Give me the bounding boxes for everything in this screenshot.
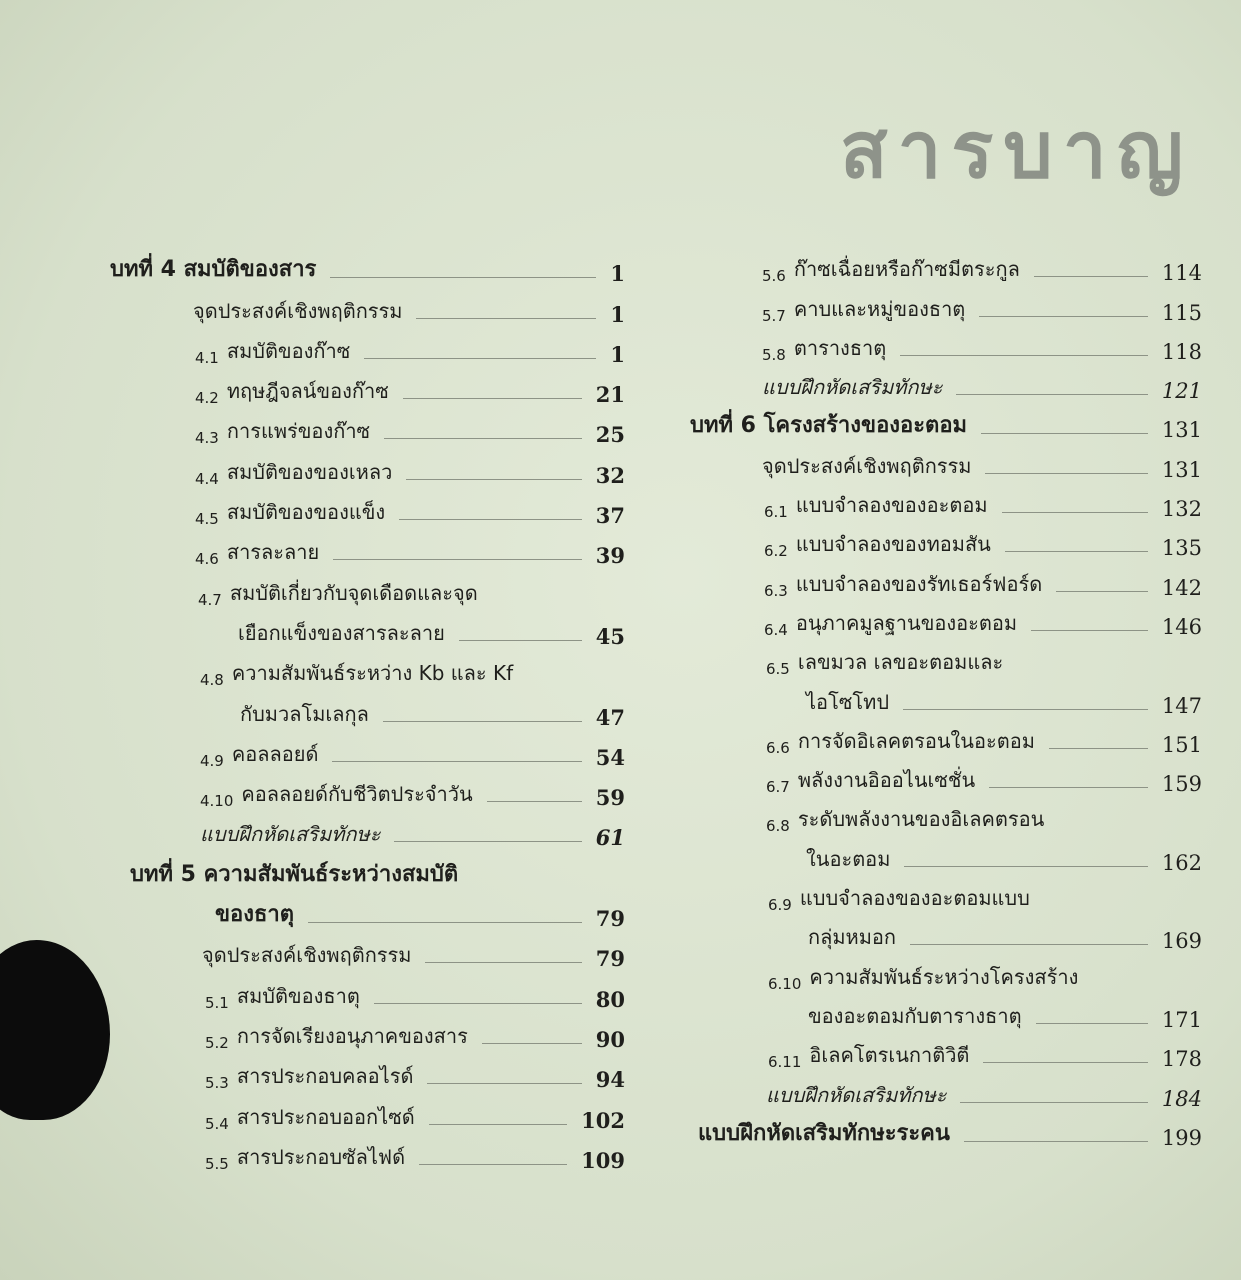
leader-line [1005, 551, 1148, 552]
toc-entry-line [690, 403, 1202, 442]
page-number: 1 [610, 261, 625, 287]
entry-title: เยือกแข็งของสารละลาย [238, 620, 445, 645]
entry-title: อนุภาคมูลฐานของอะตอม [795, 610, 1018, 635]
page-number: 131 [1161, 418, 1202, 443]
toc-entry-line [690, 678, 1202, 717]
toc-entry-line [690, 1032, 1202, 1071]
section-number: 4.2 [195, 389, 219, 408]
toc-entry-line [110, 770, 625, 810]
page-number: 131 [1161, 457, 1202, 482]
leader-line [1034, 276, 1148, 277]
entry-title: การจัดเรียงอนุภาคของสาร [236, 1023, 468, 1048]
page-number: 135 [1161, 536, 1202, 561]
page-number: 80 [595, 986, 625, 1012]
entry-title: ของอะตอมกับตารางธาตุ [808, 1003, 1022, 1028]
entry-title: ความสัมพันธ์ระหว่างโครงสร้าง [809, 964, 1079, 989]
page-number: 1 [610, 341, 625, 367]
page-number: 79 [595, 946, 625, 972]
leader-line [910, 944, 1148, 945]
page-number: 1 [610, 301, 625, 327]
toc-entry-line [690, 285, 1202, 324]
toc-right-column [690, 246, 1202, 1150]
toc-left-column [110, 246, 625, 1173]
toc-entry-line [690, 639, 1202, 678]
section-number: 6.5 [766, 660, 790, 679]
leader-line [487, 801, 582, 802]
entry-title: จุดประสงค์เชิงพฤติกรรม [193, 298, 403, 323]
page-number: 147 [1161, 693, 1202, 718]
entry-title: แบบจำลองของอะตอมแบบ [799, 886, 1030, 911]
toc-entry-line [110, 810, 625, 850]
toc-entry-line [110, 367, 625, 407]
toc-entry-line [690, 993, 1202, 1032]
entry-title: คอลลอยด์กับชีวิตประจำวัน [241, 782, 473, 807]
toc-entry-line [110, 891, 625, 931]
toc-entry-line [690, 325, 1202, 364]
section-number: 5.6 [762, 267, 786, 286]
leader-line [429, 1124, 567, 1125]
toc-entry-line [110, 286, 625, 326]
leader-line [983, 1062, 1147, 1063]
leader-line [364, 358, 596, 359]
section-number: 4.8 [200, 671, 224, 690]
section-number: 4.10 [200, 792, 234, 811]
entry-title: ไอโซโทป [806, 689, 890, 714]
leader-line [419, 1164, 567, 1165]
toc-entry-line [690, 914, 1202, 953]
entry-title: จุดประสงค์เชิงพฤติกรรม [762, 453, 972, 478]
page-number: 25 [595, 422, 625, 448]
entry-title: สารละลาย [226, 540, 320, 565]
entry-title: กับมวลโมเลกุล [240, 701, 369, 726]
toc-entry-line [110, 1092, 625, 1132]
entry-title: อิเลคโตรเนกาติวิตี [809, 1043, 970, 1068]
toc-entry-line [110, 327, 625, 367]
leader-line [960, 1102, 1147, 1103]
leader-line [333, 559, 582, 560]
entry-title: ของธาตุ [215, 902, 295, 928]
toc-entry-line [110, 850, 625, 890]
leader-line [904, 866, 1148, 867]
entry-title: พลังงานอิออไนเซชั่น [797, 768, 976, 793]
section-number: 4.9 [200, 751, 224, 770]
toc-entry-line [690, 835, 1202, 874]
toc-entry-line [110, 730, 625, 770]
section-number: 5.1 [205, 993, 229, 1012]
leader-line [1002, 512, 1148, 513]
entry-title: บทที่ 5 ความสัมพันธ์ระหว่างสมบัติ [130, 861, 459, 887]
entry-title: ก๊าซเฉื่อยหรือก๊าซมีตระกูล [793, 257, 1020, 282]
entry-title: จุดประสงค์เชิงพฤติกรรม [202, 943, 412, 968]
section-number: 5.7 [762, 306, 786, 325]
leader-line [406, 479, 581, 480]
toc-entry-line [110, 609, 625, 649]
toc-entry-line [110, 246, 625, 286]
entry-title: สมบัติของก๊าซ [226, 338, 351, 363]
entry-title: ระดับพลังงานของอิเลคตรอน [797, 807, 1045, 832]
page-number: 146 [1161, 614, 1202, 639]
section-number: 5.5 [205, 1154, 229, 1173]
leader-line [981, 433, 1148, 434]
section-number: 4.4 [195, 469, 219, 488]
page-number: 162 [1161, 850, 1202, 875]
leader-line [383, 721, 582, 722]
leader-line [1056, 591, 1148, 592]
entry-title: ทฤษฎีจลน์ของก๊าซ [226, 379, 389, 404]
leader-line [1049, 748, 1148, 749]
section-number: 5.2 [205, 1033, 229, 1052]
page-number: 121 [1161, 379, 1202, 404]
page-number: 114 [1161, 261, 1202, 286]
page-number: 90 [595, 1026, 625, 1052]
section-number: 6.6 [766, 738, 790, 757]
section-number: 5.3 [205, 1074, 229, 1093]
entry-title: กลุ่มหมอก [808, 925, 897, 950]
entry-title: สารประกอบคลอไรด์ [236, 1064, 414, 1089]
leader-line [399, 519, 582, 520]
leader-line [459, 640, 582, 641]
toc-entry-line [110, 689, 625, 729]
leader-line [394, 841, 581, 842]
page-title: สารบาญ [840, 106, 1194, 196]
toc-entry-line [690, 875, 1202, 914]
toc-entry-line [110, 931, 625, 971]
page-number: 142 [1161, 575, 1202, 600]
section-number: 4.7 [198, 590, 222, 609]
leader-line [979, 316, 1148, 317]
entry-title: คาบและหมู่ของธาตุ [793, 296, 966, 321]
page-number: 102 [581, 1107, 625, 1133]
page-number: 47 [595, 704, 625, 730]
toc-entry-line [690, 796, 1202, 835]
toc-entry-line [690, 1071, 1202, 1110]
section-number: 4.5 [195, 510, 219, 529]
entry-title: สมบัติเกี่ยวกับจุดเดือดและจุด [229, 580, 478, 605]
entry-title: สารประกอบออกไซด์ [236, 1104, 415, 1129]
leader-line [956, 394, 1147, 395]
toc-entry-line [690, 718, 1202, 757]
page-number: 59 [595, 785, 625, 811]
entry-title: ตารางธาตุ [793, 335, 887, 360]
toc-entry-line [110, 568, 625, 608]
section-number: 4.6 [195, 550, 219, 569]
toc-entry-line [690, 442, 1202, 481]
leader-line [332, 761, 581, 762]
leader-line [985, 473, 1147, 474]
section-number: 6.10 [768, 974, 802, 993]
entry-title: แบบฝึกหัดเสริมทักษะ [762, 375, 943, 400]
leader-line [989, 787, 1148, 788]
toc-entry-line [690, 482, 1202, 521]
page-number: 199 [1161, 1125, 1202, 1150]
toc-entry-line [690, 246, 1202, 285]
leader-line [330, 277, 596, 278]
entry-title: แบบฝึกหัดเสริมทักษะ [200, 822, 381, 847]
entry-title: แบบฝึกหัดเสริมทักษะระคน [698, 1120, 950, 1146]
leader-line [427, 1083, 581, 1084]
section-number: 6.4 [764, 620, 788, 639]
leader-line [308, 922, 582, 923]
toc-entry-line [110, 971, 625, 1011]
entry-title: การแพร่ของก๊าซ [226, 419, 371, 444]
entry-title: แบบจำลองของอะตอม [795, 493, 988, 518]
leader-line [384, 438, 582, 439]
entry-title: แบบฝึกหัดเสริมทักษะ [766, 1082, 947, 1107]
page-number: 159 [1161, 772, 1202, 797]
leader-line [403, 398, 582, 399]
page-number: 39 [595, 543, 625, 569]
toc-entry-line [110, 1012, 625, 1052]
section-number: 6.2 [764, 542, 788, 561]
section-number: 6.7 [766, 778, 790, 797]
page-number: 169 [1161, 929, 1202, 954]
toc-entry-line [110, 528, 625, 568]
page-number: 94 [595, 1067, 625, 1093]
page-number: 54 [595, 744, 625, 770]
leader-line [1036, 1023, 1148, 1024]
page-number: 32 [595, 462, 625, 488]
page-number: 184 [1161, 1086, 1202, 1111]
section-number: 6.11 [768, 1053, 802, 1072]
page-number: 37 [595, 503, 625, 529]
entry-title: เลขมวล เลขอะตอมและ [797, 650, 1004, 675]
page-number: 118 [1161, 339, 1202, 364]
toc-entry-line [690, 757, 1202, 796]
toc-entry-line [110, 1133, 625, 1173]
entry-title: แบบจำลองของรัทเธอร์ฟอร์ด [795, 571, 1043, 596]
leader-line [1031, 630, 1148, 631]
toc-entry-line [690, 1111, 1202, 1150]
toc-entry-line [690, 953, 1202, 992]
leader-line [416, 318, 596, 319]
leader-line [374, 1003, 582, 1004]
entry-title: คอลลอยด์ [231, 741, 319, 766]
page-number: 45 [595, 623, 625, 649]
page-number: 151 [1161, 732, 1202, 757]
toc-entry-line [110, 447, 625, 487]
page-number: 178 [1161, 1047, 1202, 1072]
entry-title: บทที่ 4 สมบัติของสาร [110, 257, 317, 283]
leader-line [900, 355, 1148, 356]
section-number: 4.1 [195, 348, 219, 367]
entry-title: สารประกอบซัลไฟด์ [236, 1144, 406, 1169]
toc-entry-line [690, 600, 1202, 639]
toc-entry-line [690, 560, 1202, 599]
page-number: 79 [595, 906, 625, 932]
entry-title: สมบัติของของเหลว [226, 459, 393, 484]
page-number: 109 [581, 1147, 625, 1173]
thumb-shadow [0, 940, 110, 1120]
section-number: 4.3 [195, 429, 219, 448]
entry-title: ในอะตอม [806, 846, 891, 871]
page-number: 171 [1161, 1007, 1202, 1032]
page-number: 115 [1161, 300, 1202, 325]
page-number: 61 [595, 825, 625, 851]
toc-entry-line [110, 1052, 625, 1092]
leader-line [964, 1141, 1148, 1142]
toc-entry-line [690, 521, 1202, 560]
toc-entry-line [110, 488, 625, 528]
entry-title: การจัดอิเลคตรอนในอะตอม [797, 728, 1035, 753]
toc-entry-line [110, 407, 625, 447]
section-number: 5.8 [762, 345, 786, 364]
section-number: 5.4 [205, 1114, 229, 1133]
section-number: 6.9 [768, 896, 792, 915]
page-number: 132 [1161, 497, 1202, 522]
toc-entry-line [110, 649, 625, 689]
entry-title: แบบจำลองของทอมสัน [795, 532, 991, 557]
leader-line [482, 1043, 582, 1044]
leader-line [425, 962, 581, 963]
leader-line [903, 709, 1148, 710]
section-number: 6.1 [764, 503, 788, 522]
entry-title: สมบัติของธาตุ [236, 983, 360, 1008]
toc-entry-line [690, 364, 1202, 403]
entry-title: บทที่ 6 โครงสร้างของอะตอม [690, 413, 968, 439]
page-number: 21 [595, 382, 625, 408]
entry-title: ความสัมพันธ์ระหว่าง Kb และ Kf [231, 661, 514, 686]
entry-title: สมบัติของของแข็ง [226, 500, 386, 525]
section-number: 6.3 [764, 581, 788, 600]
section-number: 6.8 [766, 817, 790, 836]
